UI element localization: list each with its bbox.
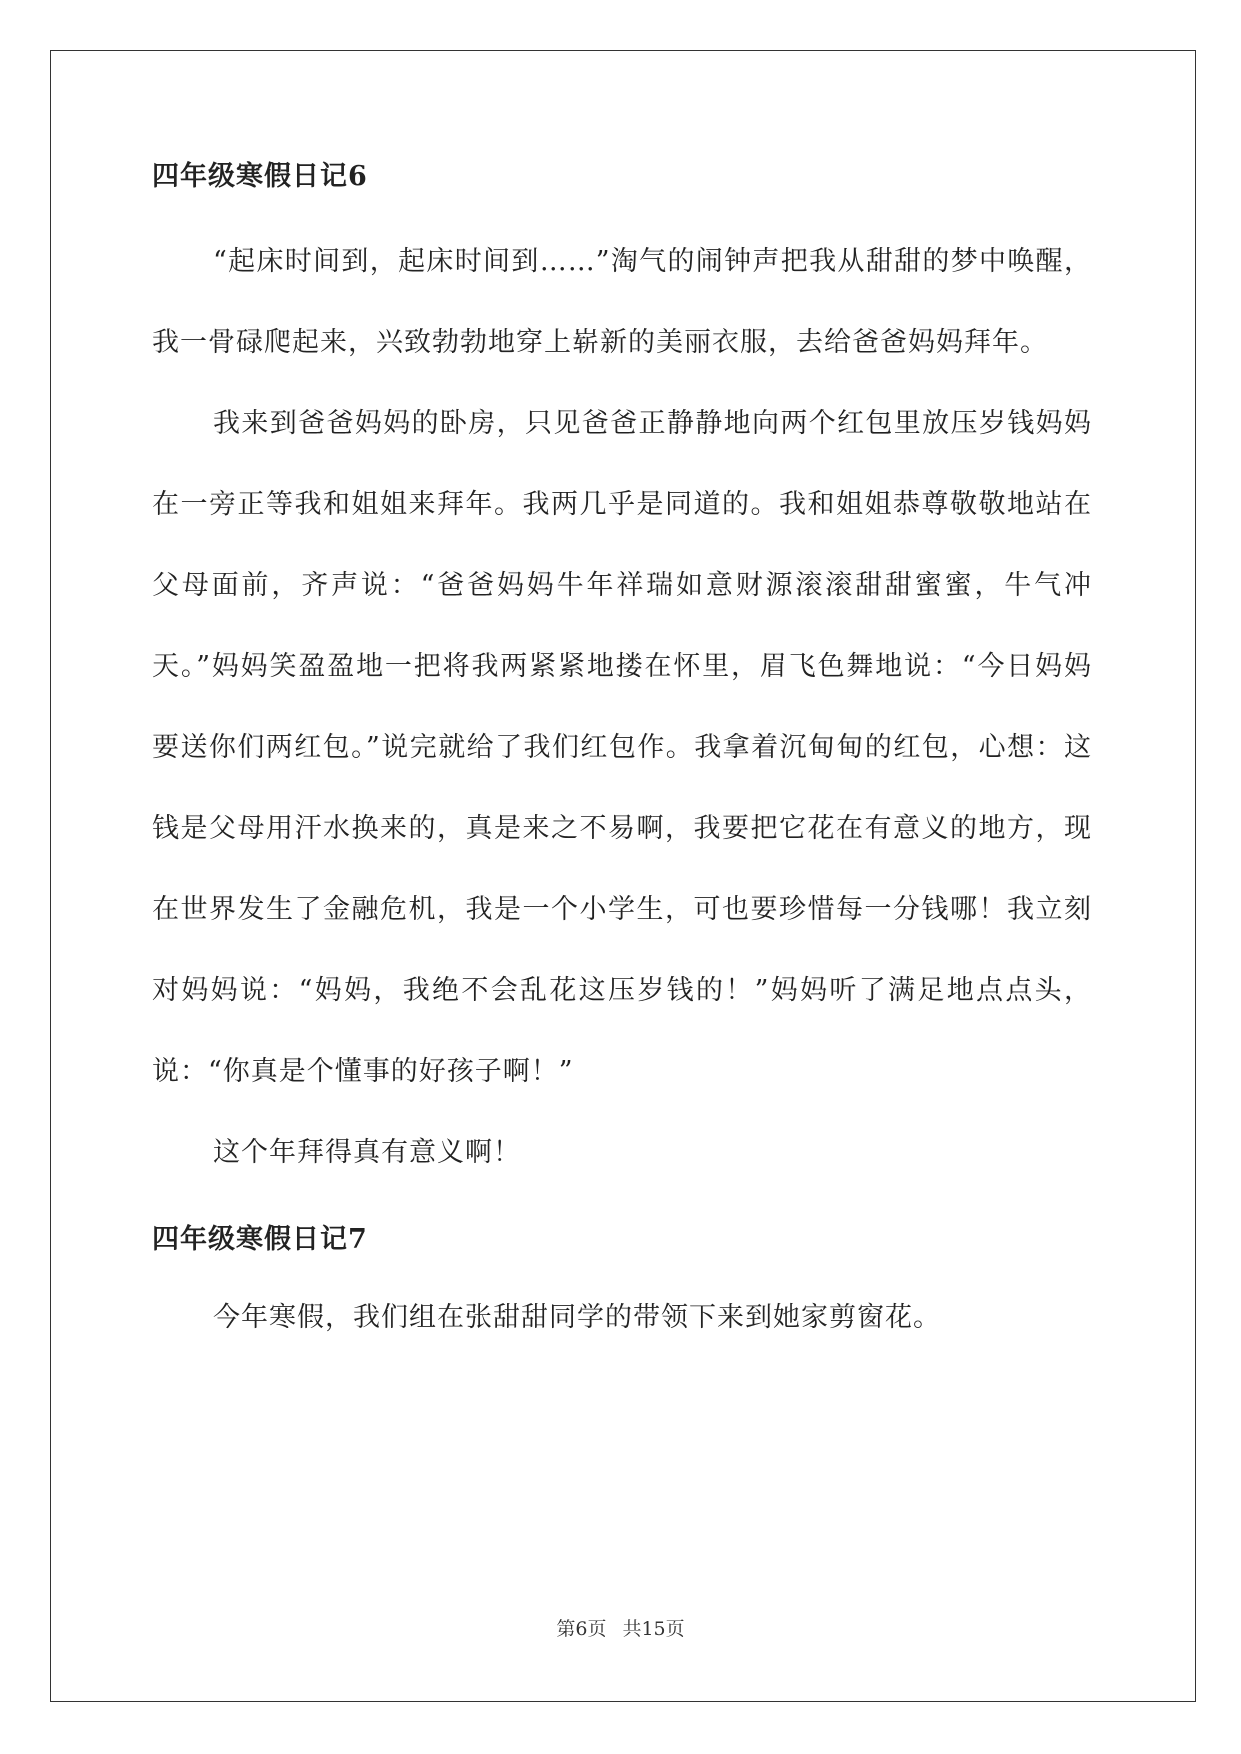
diary-7-paragraph-1: 今年寒假，我们组在张甜甜同学的带领下来到她家剪窗花。: [213, 1302, 941, 1333]
page-footer: [0, 1614, 1241, 1641]
diary-6-paragraph-2: 我来到爸爸妈妈的卧房，只见爸爸正静静地向两个红包里放压岁钱妈妈在一旁正等我和姐姐来拜年。我两几乎是同道的。我和姐姐恭尊敬敬地站在父母面前，齐声说：“爸爸妈妈牛年祥瑞如意财源滚滚甜甜蜜蜜，牛气冲天。”妈妈笑盈盈地一把将我两紧紧地搂在怀里，眉飞色舞地说：“今日妈妈要送你们两红包。”说完就给了我们红包作。我拿着沉甸甸的红包，心想：这钱是父母用汗水换来的，真是来之不易啊，我要把它花在有意义的地方，现在世界发生了金融危机，我是一个小学生，可也要珍惜每一分钱哪！我立刻对妈妈说：“妈妈，我绝不会乱花这压岁钱的！”妈妈听了满足地点点头，说：“你真是个懂事的好孩子啊！”: [152, 408, 1092, 1087]
diary-title-7: 四年级寒假日记7: [152, 1224, 368, 1255]
document-body: [152, 160, 1092, 1358]
diary-title-6: 四年级寒假日记6: [152, 161, 368, 192]
diary-6-paragraph-1: “起床时间到，起床时间到……”淘气的闹钟声把我从甜甜的梦中唤醒，我一骨碌爬起来，兴致勃勃地穿上崭新的美丽衣服，去给爸爸妈妈拜年。: [152, 246, 1092, 358]
page-total: 共15页: [622, 1618, 685, 1640]
page-number: 第6页: [556, 1618, 607, 1640]
diary-6-paragraph-3: 这个年拜得真有意义啊！: [213, 1137, 521, 1168]
